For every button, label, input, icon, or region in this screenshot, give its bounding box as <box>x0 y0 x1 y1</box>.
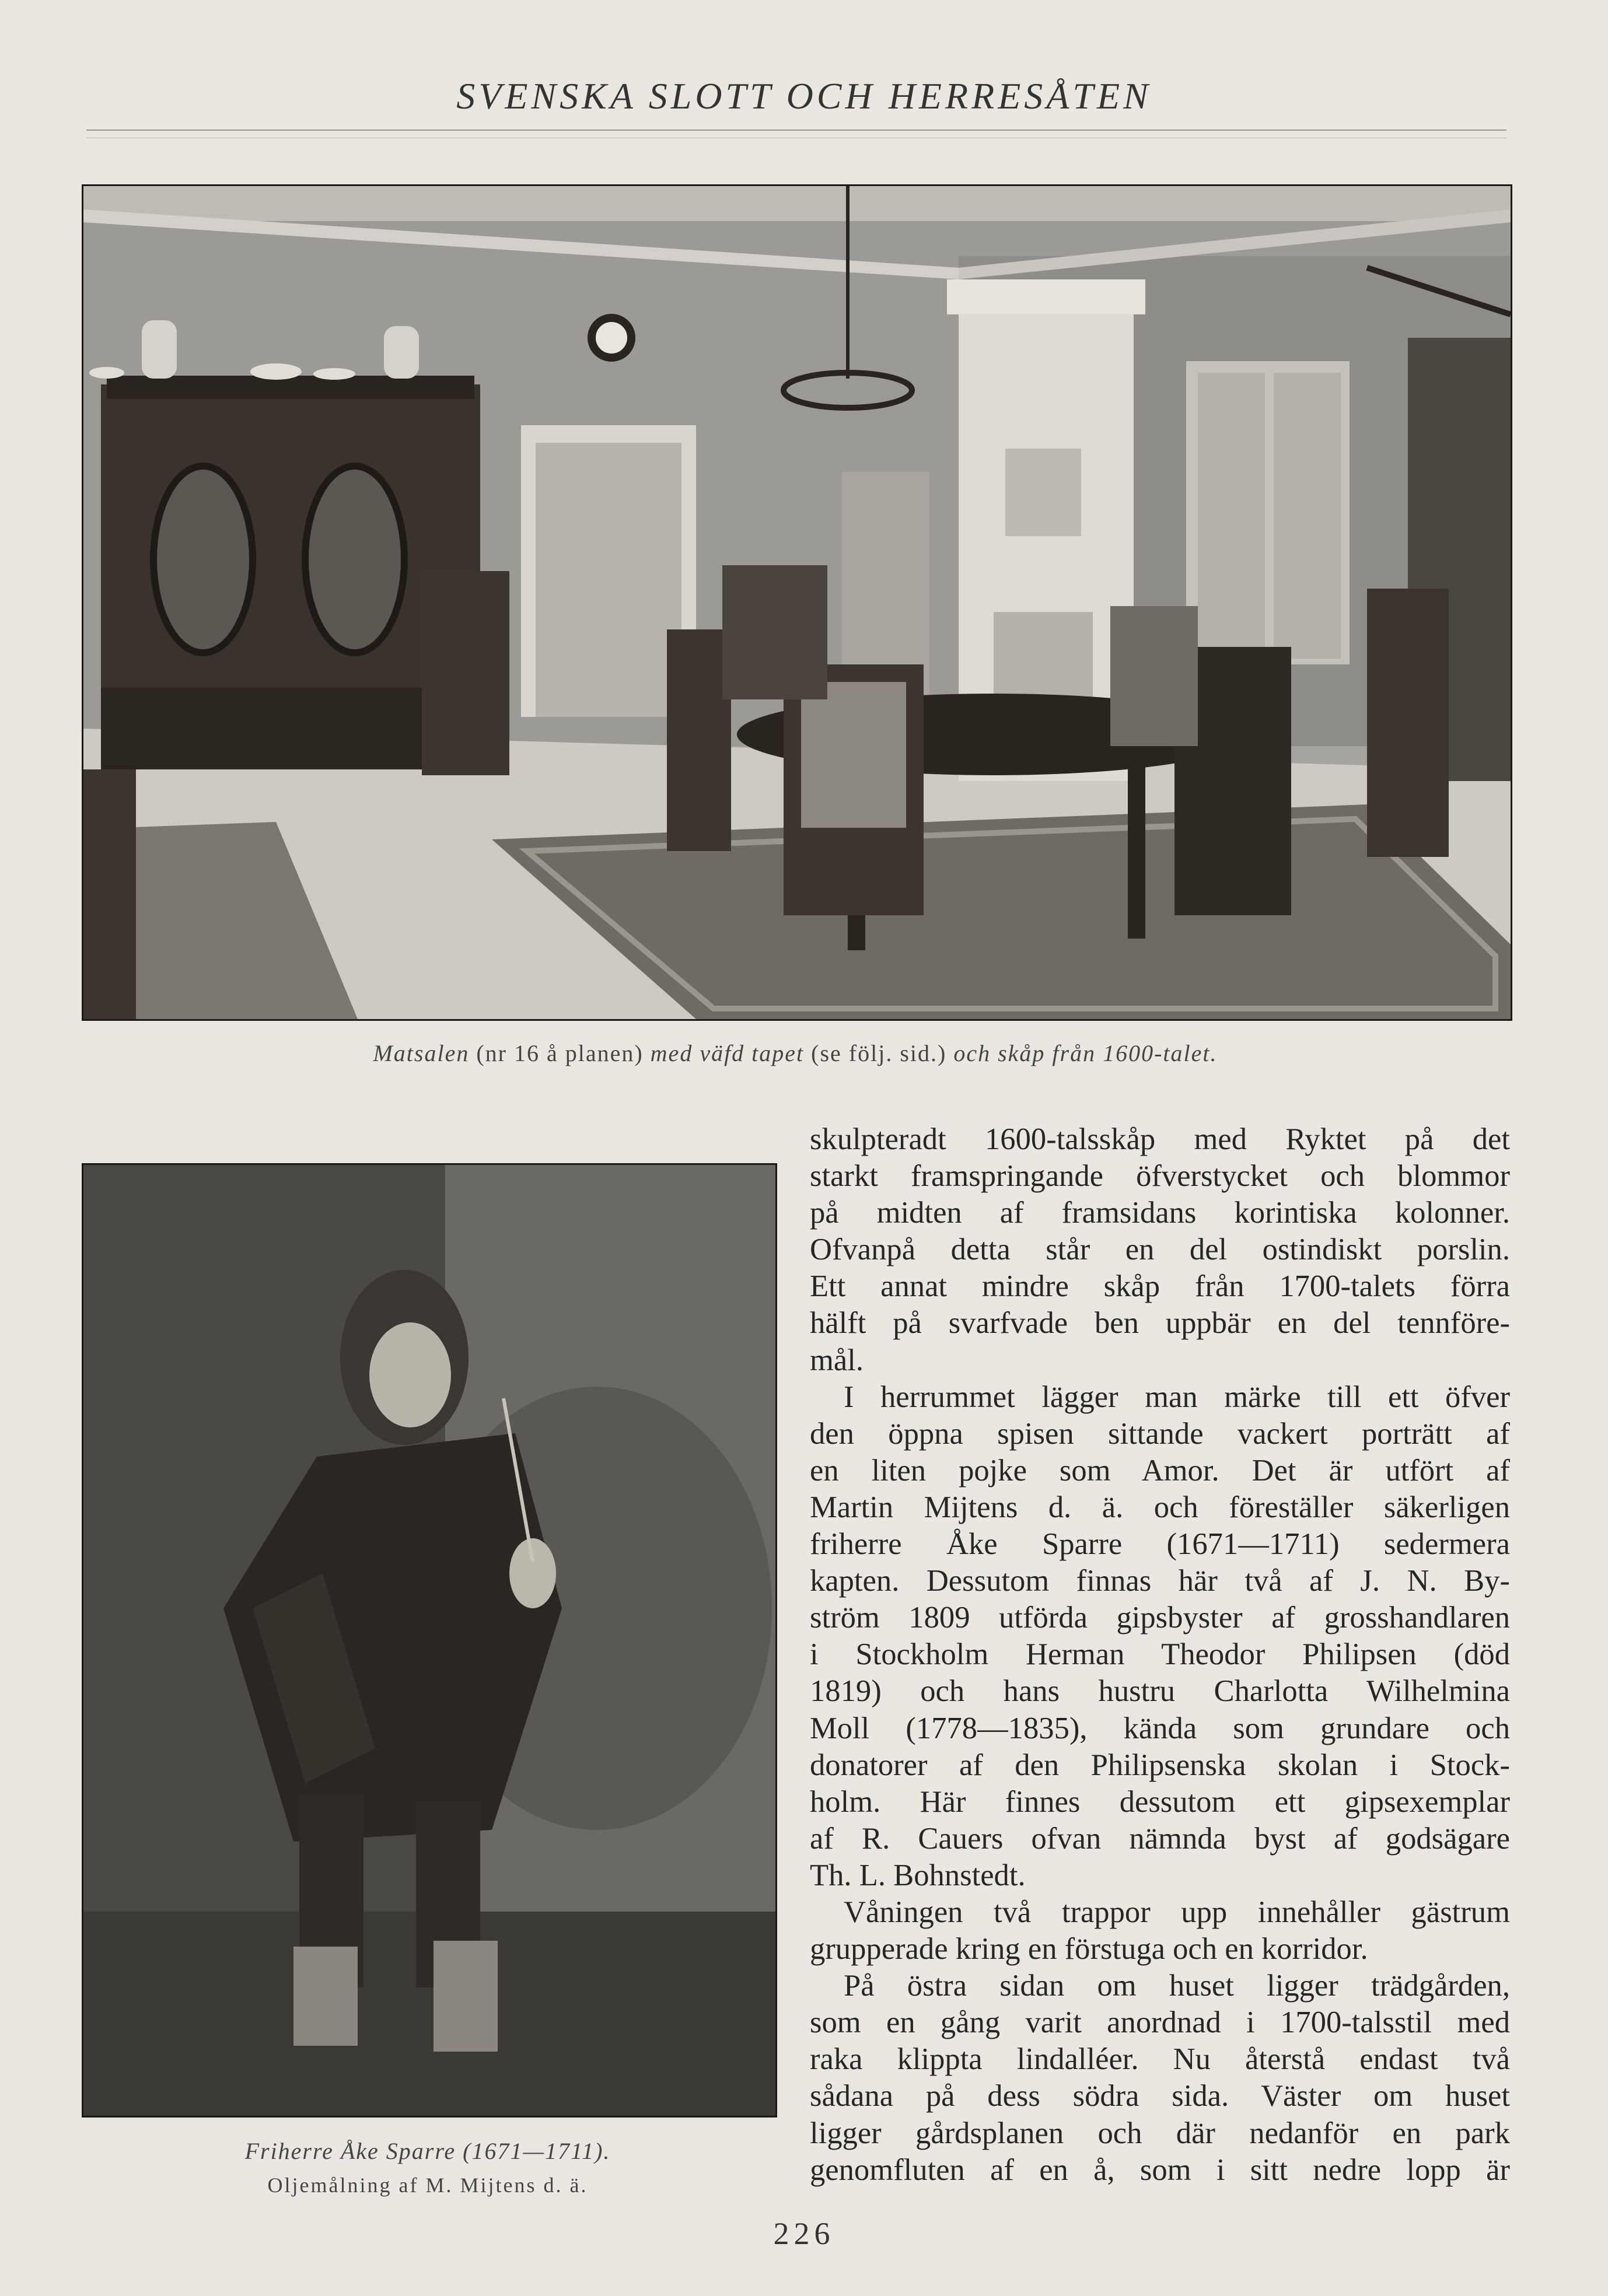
text-line: en liten pojke som Amor. Det är utfört af <box>810 1453 1510 1488</box>
dining-room-photo <box>82 184 1512 1021</box>
text-line: På östra sidan om huset ligger trädgården, <box>844 1969 1510 2003</box>
portrait-caption-credit: Oljemålning af M. Mijtens d. ä. <box>267 2174 588 2197</box>
text-line: af R. Cauers ofvan nämnda byst af godsägare <box>810 1821 1510 1856</box>
body-text <box>810 1121 1510 2189</box>
text-line: Moll (1778—1835), kända som grundare och <box>810 1711 1510 1745</box>
text-line: skulpteradt 1600-talsskåp med Ryktet på det <box>810 1122 1510 1156</box>
text-line: genomfluten af en å, som i sitt nedre lopp är <box>810 2152 1510 2187</box>
text-line: 1819) och hans hustru Charlotta Wilhelmina <box>810 1674 1510 1709</box>
text-line: hälft på svarfvade ben uppbär en del tennföre- <box>810 1306 1510 1340</box>
text-line: grupperade kring en förstuga och en korridor. <box>810 1932 1368 1966</box>
text-line: ström 1809 utförda gipsbyster af grosshandlaren <box>810 1601 1510 1635</box>
caption-part: Matsalen <box>373 1040 470 1066</box>
text-line: starkt framspringande öfverstycket och blommor <box>810 1159 1510 1194</box>
running-head: SVENSKA SLOTT OCH HERRESÅTEN <box>456 75 1152 117</box>
caption-part: (nr 16 å planen) <box>469 1040 651 1066</box>
text-line: som en gång varit anordnad i 1700-talsstil med <box>810 2006 1510 2040</box>
text-line: Ett annat mindre skåp från 1700-talets förra <box>810 1269 1510 1304</box>
text-line: donatorer af den Philipsenska skolan i Stock- <box>810 1748 1510 1782</box>
portrait-caption <box>82 2137 774 2197</box>
text-line: Ofvanpå detta står en del ostindiskt porslin. <box>810 1233 1510 1267</box>
dining-room-caption <box>82 1040 1509 1067</box>
caption-part: och skåp från 1600-talet. <box>953 1040 1218 1066</box>
text-line: I herrummet lägger man märke till ett öfver <box>844 1380 1510 1414</box>
text-line: mål. <box>810 1343 864 1377</box>
text-line: Martin Mijtens d. ä. och föreställer säkerligen <box>810 1490 1510 1524</box>
text-line: på midten af framsidans korintiska kolonner. <box>810 1196 1510 1230</box>
text-line: Th. L. Bohnstedt. <box>810 1858 1026 1892</box>
text-line: holm. Här finnes dessutom ett gipsexemplar <box>810 1784 1510 1819</box>
caption-part: med väfd tapet <box>650 1040 805 1066</box>
portrait-photo <box>82 1163 777 2118</box>
header-rule <box>86 130 1506 131</box>
caption-part: (se följ. sid.) <box>804 1040 954 1066</box>
text-line: ligger gårdsplanen och där nedanför en park <box>810 2116 1510 2150</box>
text-line: friherre Åke Sparre (1671—1711) sedermera <box>810 1527 1510 1562</box>
text-line: i Stockholm Herman Theodor Philipsen (död <box>810 1637 1510 1672</box>
page-number: 226 <box>773 2216 835 2251</box>
portrait-caption-title: Friherre Åke Sparre (1671—1711). <box>244 2138 611 2164</box>
text-line: Våningen två trappor upp innehåller gästrum <box>844 1895 1510 1929</box>
text-line: raka klippta lindalléer. Nu återstå endast två <box>810 2042 1510 2077</box>
text-line: sådana på dess södra sida. Väster om huset <box>810 2079 1510 2113</box>
text-line: den öppna spisen sittande vackert porträtt af <box>810 1416 1510 1451</box>
text-line: kapten. Dessutom finnas här två af J. N. By- <box>810 1564 1510 1598</box>
